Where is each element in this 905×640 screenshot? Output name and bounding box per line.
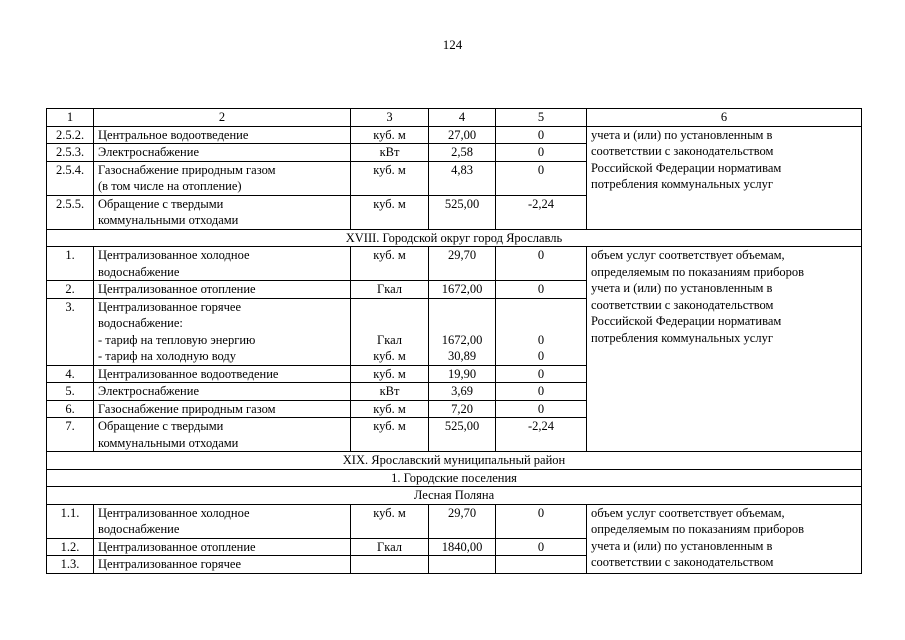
unit <box>351 400 429 418</box>
service-name <box>94 281 351 299</box>
tariff-value <box>429 247 496 281</box>
tariff-value-line <box>433 315 491 332</box>
unit-line: куб. м <box>373 349 406 363</box>
tariff-value-line: 1840,00 <box>441 539 483 554</box>
service-name-line: (в том числе на отопление) <box>98 179 242 193</box>
row-number: 1.2. <box>47 538 94 556</box>
change-value <box>496 161 587 195</box>
row-number: 4. <box>47 365 94 383</box>
tariff-value <box>429 383 496 401</box>
tariff-value <box>429 418 496 452</box>
unit <box>351 365 429 383</box>
note-text-line: Российской Федерации нормативам <box>591 314 782 328</box>
unit-line: Гкал <box>376 539 402 554</box>
row-number: 2. <box>47 281 94 299</box>
tariff-value-line: 30,89 <box>447 349 477 363</box>
header-cell-6: 6 <box>587 109 862 127</box>
header-cell-5: 5 <box>496 109 587 127</box>
table-row <box>47 504 862 538</box>
unit <box>351 298 429 365</box>
unit <box>351 504 429 538</box>
change-value-line <box>500 556 582 573</box>
change-value <box>496 504 587 538</box>
change-value <box>496 365 587 383</box>
service-name-line: Централизованное холодное <box>98 248 250 262</box>
table-body <box>47 109 862 574</box>
change-value-line <box>500 299 582 316</box>
service-name-line: Централизованное холодное <box>98 505 250 520</box>
unit-line: куб. м <box>373 401 406 416</box>
note-text-line: учета и (или) по установленным в <box>591 127 773 142</box>
change-value <box>496 126 587 144</box>
row-number: 5. <box>47 383 94 401</box>
service-name-line: Электроснабжение <box>98 145 199 159</box>
change-value <box>496 298 587 365</box>
change-value <box>496 144 587 162</box>
service-name <box>94 538 351 556</box>
change-value-line: 0 <box>537 505 545 520</box>
row-number: 2.5.4. <box>47 161 94 195</box>
row-number: 6. <box>47 400 94 418</box>
section-row <box>47 487 862 505</box>
tariff-value-line: 2,58 <box>451 145 473 159</box>
tariff-value-line: 1672,00 <box>441 282 483 296</box>
unit-line: куб. м <box>373 162 406 177</box>
unit <box>351 538 429 556</box>
service-name-line: Газоснабжение природным газом <box>98 401 276 416</box>
tariff-value-line: 29,70 <box>447 248 477 262</box>
unit-line: куб. м <box>373 505 406 520</box>
service-name-line: водоснабжение <box>98 264 180 279</box>
header-cell-4: 4 <box>429 109 496 127</box>
tariff-value-line: 29,70 <box>447 505 477 520</box>
service-name-line: - тариф на тепловую энергию <box>98 332 256 347</box>
page-number: 124 <box>442 37 463 52</box>
row-number: 3. <box>47 298 94 365</box>
note-text-line: потребления коммунальных услуг <box>591 177 773 191</box>
tariff-value-line <box>433 556 491 573</box>
change-value-line <box>500 315 582 332</box>
service-name <box>94 247 351 281</box>
tariff-value-line <box>433 299 491 316</box>
change-value <box>496 383 587 401</box>
change-value-line: 0 <box>537 282 545 296</box>
tariff-value <box>429 365 496 383</box>
change-value <box>496 556 587 574</box>
service-name <box>94 126 351 144</box>
service-name <box>94 144 351 162</box>
service-name-line: коммунальными отходами <box>98 213 239 227</box>
change-value-line: -2,24 <box>527 196 555 211</box>
note-text-line: объем услуг соответствует объемам, <box>591 505 785 520</box>
tariff-value <box>429 400 496 418</box>
unit <box>351 418 429 452</box>
change-value-line: 0 <box>537 162 545 177</box>
change-value-line: 0 <box>537 332 545 347</box>
unit <box>351 195 429 229</box>
service-name-line: коммунальными отходами <box>98 435 239 450</box>
section-title: XVIII. Городской округ город Ярославль <box>47 229 862 247</box>
service-name-line: Централизованное отопление <box>98 282 256 296</box>
unit-line <box>355 315 424 332</box>
change-value <box>496 195 587 229</box>
section-title: Лесная Поляна <box>47 487 862 505</box>
note-text-line: определяемым по показаниям приборов <box>591 522 805 536</box>
change-value-line: 0 <box>537 349 545 363</box>
service-name-line: Центральное водоотведение <box>98 127 249 142</box>
service-name <box>94 195 351 229</box>
service-name-line: Централизованное горячее <box>98 299 242 314</box>
row-number: 2.5.2. <box>47 126 94 144</box>
note-text-line: Российской Федерации нормативам <box>591 160 782 175</box>
unit-line: Гкал <box>376 332 402 347</box>
tariff-value-line: 4,83 <box>451 162 473 177</box>
change-value-line: 0 <box>537 401 545 416</box>
change-value <box>496 247 587 281</box>
unit-line: куб. м <box>373 127 406 142</box>
row-number: 1.1. <box>47 504 94 538</box>
header-row <box>47 109 862 127</box>
service-name <box>94 418 351 452</box>
unit-line: кВт <box>379 384 400 398</box>
table-row <box>47 247 862 281</box>
note-text <box>587 126 862 229</box>
unit-line: куб. м <box>373 366 406 381</box>
tariff-value-line: 525,00 <box>444 419 480 433</box>
tariff-value <box>429 538 496 556</box>
unit <box>351 556 429 574</box>
service-name-line: Обращение с твердыми <box>98 419 224 433</box>
note-text-line: соответствии с законодательством <box>591 144 774 158</box>
tariff-value <box>429 161 496 195</box>
section-row <box>47 452 862 470</box>
change-value-line: -2,24 <box>527 419 555 433</box>
header-cell-2: 2 <box>94 109 351 127</box>
tariff-value <box>429 126 496 144</box>
note-text-line: учета и (или) по установленным в <box>591 538 773 553</box>
header-cell-3: 3 <box>351 109 429 127</box>
unit-line <box>355 299 424 316</box>
unit <box>351 144 429 162</box>
change-value-line: 0 <box>537 366 545 381</box>
change-value-line: 0 <box>537 384 545 398</box>
note-text-line: соответствии с законодательством <box>591 555 774 569</box>
change-value <box>496 538 587 556</box>
service-name-line: Централизованное водоотведение <box>98 366 279 381</box>
service-name <box>94 298 351 365</box>
unit <box>351 161 429 195</box>
section-row <box>47 229 862 247</box>
service-name-line: водоснабжение <box>98 522 180 536</box>
service-name <box>94 556 351 574</box>
unit-line: куб. м <box>373 248 406 262</box>
service-name-line: Электроснабжение <box>98 384 199 398</box>
change-value-line: 0 <box>537 145 545 159</box>
unit <box>351 126 429 144</box>
change-value <box>496 418 587 452</box>
service-name <box>94 504 351 538</box>
change-value-line: 0 <box>537 127 545 142</box>
note-text <box>587 247 862 452</box>
row-number: 2.5.5. <box>47 195 94 229</box>
unit-line <box>355 556 424 573</box>
unit <box>351 247 429 281</box>
change-value <box>496 400 587 418</box>
note-text-line: потребления коммунальных услуг <box>591 330 773 345</box>
service-name-line: Газоснабжение природным газом <box>98 162 276 177</box>
service-name-line: Централизованное горячее <box>98 557 242 571</box>
section-row <box>47 469 862 487</box>
unit <box>351 281 429 299</box>
unit-line: кВт <box>379 145 400 159</box>
tariff-value-line: 7,20 <box>451 401 473 416</box>
tariff-value-line: 1672,00 <box>441 332 483 347</box>
tariff-value <box>429 144 496 162</box>
unit-line: Гкал <box>376 282 402 296</box>
tariff-value-line: 3,69 <box>451 384 473 398</box>
service-name <box>94 400 351 418</box>
section-title: 1. Городские поселения <box>47 469 862 487</box>
tariff-value <box>429 556 496 574</box>
note-text-line: определяемым по показаниям приборов <box>591 264 805 279</box>
table-row <box>47 126 862 144</box>
tariff-table <box>46 108 862 574</box>
change-value <box>496 281 587 299</box>
tariff-value-line: 525,00 <box>444 196 480 211</box>
change-value-line: 0 <box>537 248 545 262</box>
tariff-value-line: 27,00 <box>447 127 477 142</box>
row-number: 1. <box>47 247 94 281</box>
service-name-line: Централизованное отопление <box>98 539 256 554</box>
note-text-line: соответствии с законодательством <box>591 297 774 312</box>
note-text <box>587 504 862 573</box>
note-text-line: объем услуг соответствует объемам, <box>591 248 785 262</box>
note-text-line: учета и (или) по установленным в <box>591 281 773 295</box>
unit-line: куб. м <box>373 196 406 211</box>
tariff-value <box>429 281 496 299</box>
row-number: 2.5.3. <box>47 144 94 162</box>
unit-line: куб. м <box>373 419 406 433</box>
row-number: 1.3. <box>47 556 94 574</box>
service-name-line: водоснабжение: <box>98 316 183 330</box>
tariff-value <box>429 504 496 538</box>
service-name-line: - тариф на холодную воду <box>98 349 237 363</box>
tariff-value <box>429 195 496 229</box>
change-value-line: 0 <box>537 539 545 554</box>
service-name-line: Обращение с твердыми <box>98 196 224 211</box>
service-name <box>94 383 351 401</box>
unit <box>351 383 429 401</box>
row-number: 7. <box>47 418 94 452</box>
service-name <box>94 161 351 195</box>
section-title: XIX. Ярославский муниципальный район <box>47 452 862 470</box>
tariff-value-line: 19,90 <box>447 366 477 381</box>
service-name <box>94 365 351 383</box>
header-cell-1: 1 <box>47 109 94 127</box>
tariff-value <box>429 298 496 365</box>
